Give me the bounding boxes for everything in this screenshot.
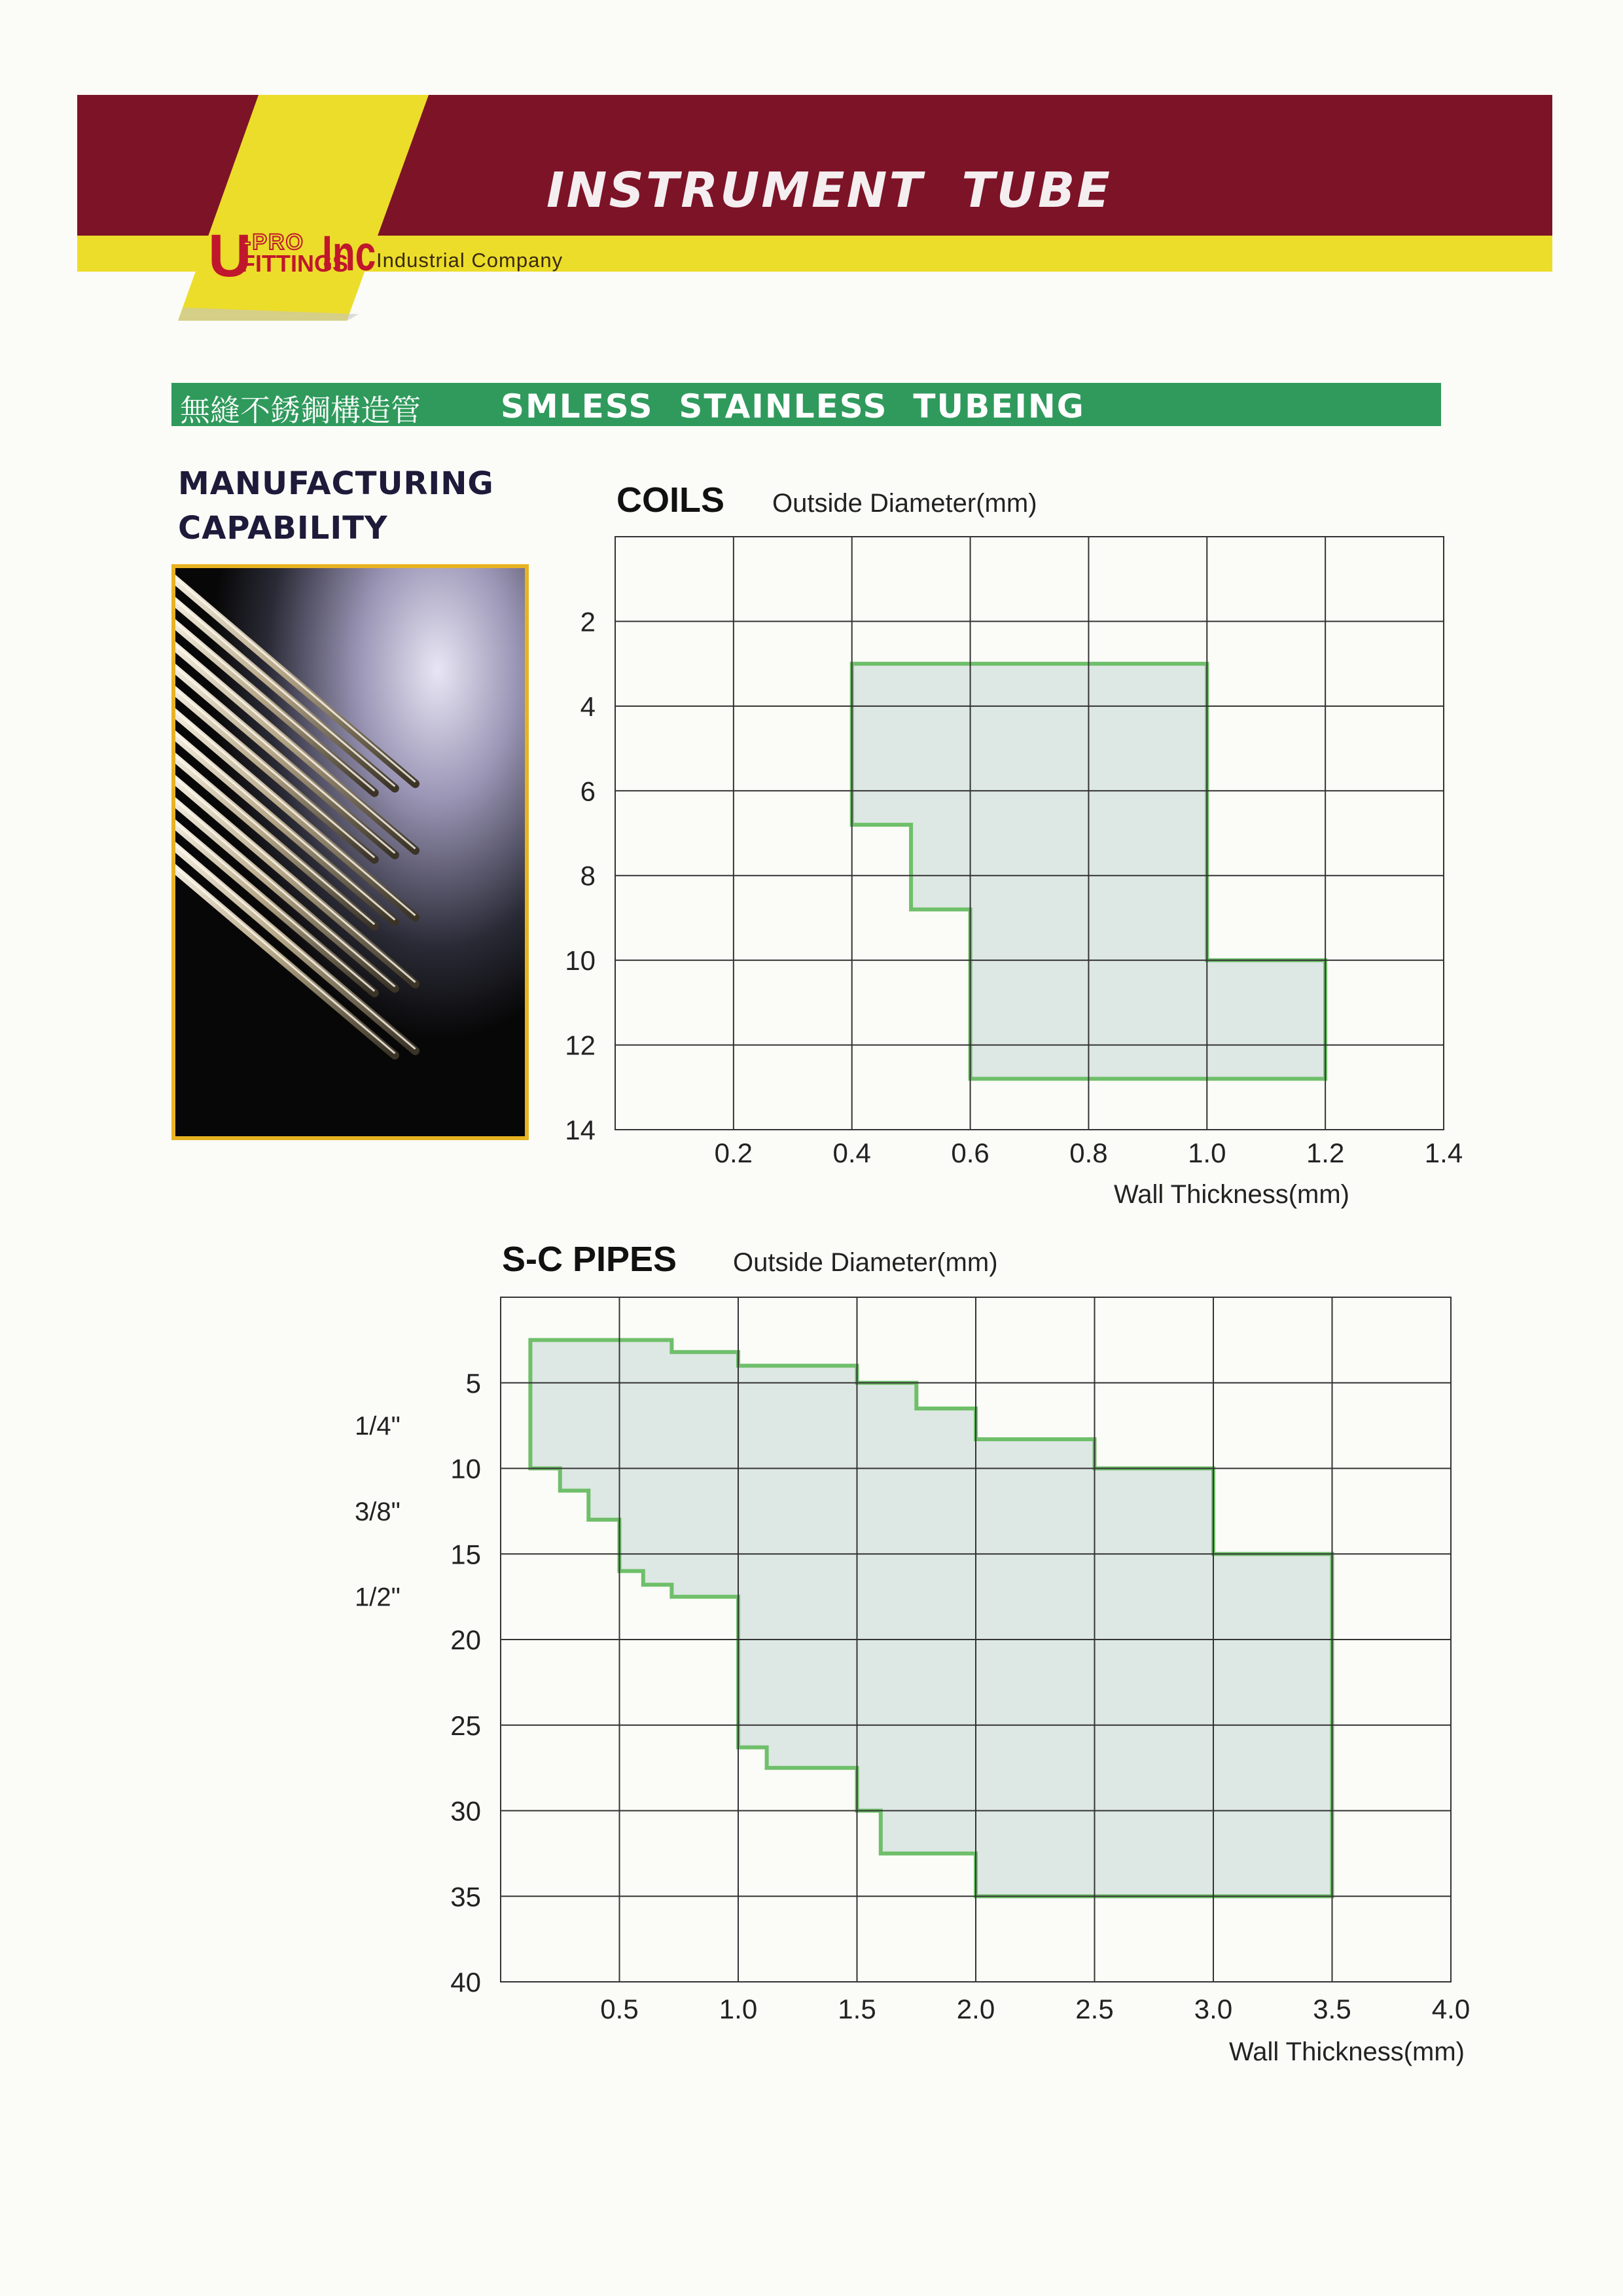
capability-heading-line2: CAPABILITY (178, 510, 388, 547)
x-tick-label: 1.2 (1306, 1138, 1345, 1168)
y-tick-label: 6 (580, 776, 596, 807)
y-tick-label: 40 (450, 1967, 481, 1998)
y-tick-label: 4 (580, 691, 596, 722)
y-tick-label: 5 (465, 1367, 481, 1399)
y-tick-label: 35 (450, 1881, 481, 1912)
section-title-english: SMLESS STAINLESS TUBEING (501, 387, 1085, 425)
chart-title: COILS (616, 480, 725, 520)
x-tick-label: 3.0 (1194, 1994, 1233, 2024)
x-tick-label: 2.0 (956, 1994, 995, 2024)
inch-size-label: 3/8" (355, 1497, 401, 1526)
y-tick-label: 30 (450, 1795, 481, 1827)
y-tick-label: 20 (450, 1624, 481, 1655)
logo-inc-text: Inc (322, 226, 376, 281)
y-tick-label: 25 (450, 1710, 481, 1741)
x-tick-label: 1.0 (719, 1994, 758, 2024)
logo-letter-u: U (208, 223, 252, 289)
logo-pro-text: -PRO (243, 230, 304, 255)
section-title-chinese: 無縫不銹鋼構造管 (180, 393, 421, 428)
x-axis-label: Wall Thickness(mm) (1228, 2037, 1465, 2066)
x-tick-label: 0.4 (832, 1138, 871, 1168)
capability-heading-line1: MANUFACTURING (178, 465, 494, 502)
x-tick-label: 0.6 (951, 1138, 990, 1168)
y-tick-label: 10 (565, 945, 596, 977)
x-tick-label: 1.4 (1424, 1138, 1463, 1168)
y-tick-label: 2 (580, 606, 596, 637)
chart-subtitle: Outside Diameter(mm) (772, 489, 1037, 518)
x-tick-label: 0.2 (714, 1138, 753, 1168)
logo-fittings-text: FITTINGS (241, 250, 348, 277)
page-title: INSTRUMENT TUBE (546, 162, 1112, 219)
x-tick-label: 2.5 (1075, 1994, 1114, 2024)
chart-subtitle: Outside Diameter(mm) (733, 1248, 998, 1277)
x-axis-label: Wall Thickness(mm) (1113, 1180, 1349, 1209)
y-tick-label: 14 (565, 1115, 596, 1145)
x-tick-label: 1.0 (1188, 1138, 1226, 1168)
inch-size-label: 1/2" (355, 1583, 401, 1612)
x-tick-label: 0.8 (1069, 1138, 1108, 1168)
capability-region (530, 1340, 1332, 1896)
y-tick-label: 8 (580, 860, 596, 891)
chart-title: S-C PIPES (502, 1240, 677, 1279)
x-tick-label: 4.0 (1431, 1994, 1471, 2024)
inch-size-label: 1/4" (355, 1412, 401, 1441)
x-tick-label: 3.5 (1313, 1994, 1351, 2024)
y-tick-label: 10 (450, 1453, 481, 1484)
y-tick-label: 15 (450, 1539, 481, 1570)
x-tick-label: 0.5 (600, 1994, 639, 2024)
x-tick-label: 1.5 (838, 1994, 876, 2024)
y-tick-label: 12 (565, 1030, 596, 1061)
company-tagline: Industrial Company (376, 249, 563, 272)
